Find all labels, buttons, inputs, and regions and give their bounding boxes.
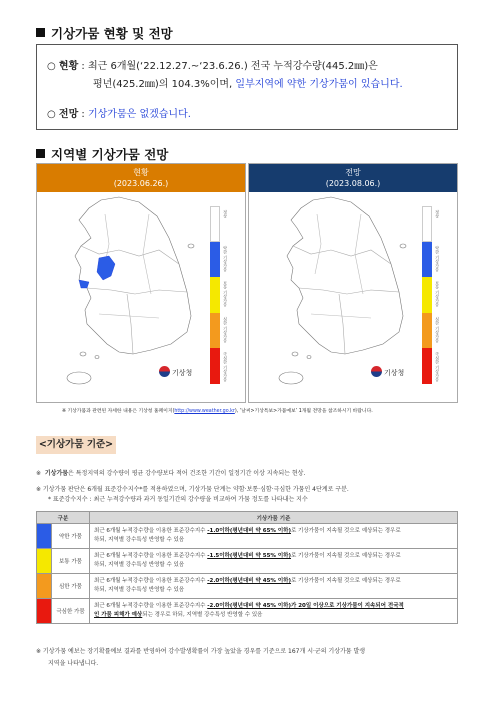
current-status-line: ○ 현황 : 최근 6개월(‘22.12.27.~‘23.6.26.) 전국 누적강수량(445.2㎜)은: [47, 61, 378, 72]
legend-label: 심한 기상가뭄: [435, 316, 440, 343]
homepage-note: ※ 기상가뭄과 관련된 자세한 내용은 기상청 홈페이지(http://www.weather.go.kr), ‘날씨>기상특보>가뭄예보’ 1개월 전망을 참조하시기 바랍니다.: [62, 409, 373, 414]
legend-label: 보통 기상가뭄: [435, 281, 440, 307]
legend-swatch: [210, 348, 220, 384]
legend-label: 보통 기상가뭄: [223, 281, 228, 307]
level-criteria: 최근 6개월 누적강수량을 이용한 표준강수지수 -2.0이하(평년대비 약 45% 이하)가 20일 이상으로 기상가뭄이 지속되어 전국적 인 가뭄 피해가 예상되는 경우로 하되, 지역별 강수특성 반영할 수 있음: [90, 599, 458, 624]
legend-swatch: [210, 277, 220, 313]
table-row: [37, 524, 458, 549]
legend-swatch: [422, 348, 432, 384]
drought-legend: [422, 206, 432, 384]
level-criteria: 최근 6개월 누적강수량을 이용한 표준강수지수 -1.5이하(평년대비 약 55% 이하)로 기상가뭄이 지속될 것으로 예상되는 경우로 하되, 지역별 강수특성 반영할 수 있음: [90, 549, 458, 574]
level-name: 극심한 가뭄: [52, 599, 90, 624]
legend-label: 정상: [435, 210, 440, 218]
legend-label: 정상: [223, 210, 228, 218]
legend-swatch: [210, 206, 220, 242]
kma-emblem-icon: [371, 366, 382, 377]
forecast-map-panel: [248, 163, 458, 403]
legend-label: 극심한 기상가뭄: [435, 352, 440, 382]
criteria-table: [36, 511, 458, 624]
legend-swatch: [422, 242, 432, 278]
table-row: [37, 599, 458, 624]
kma-homepage-link[interactable]: http://www.weather.go.kr: [174, 409, 235, 414]
legend-swatch: [210, 242, 220, 278]
legend-swatch: [210, 313, 220, 349]
kma-logo: 기상청: [371, 366, 404, 378]
forecast-map-header: 전망 (2023.08.06.): [249, 164, 457, 192]
legend-label: 극심한 기상가뭄: [223, 352, 228, 382]
level-name: 보통 가뭄: [52, 549, 90, 574]
level-name: 심한 가뭄: [52, 574, 90, 599]
section-title-regional: 지역별 기상가뭄 전망: [36, 145, 168, 163]
legend-label: 약한 기상가뭄: [223, 245, 228, 271]
current-map-header: 현황 (2023.06.26.): [37, 164, 245, 192]
section-title-status: 기상가뭄 현황 및 전망: [36, 24, 173, 42]
forecast-method-note: ※ 기상가뭄 예보는 장기확률예보 결과를 반영하여 강수발생확률이 가장 높았을 경우를 기준으로 167개 시·군의 기상가뭄 발생: [36, 648, 366, 655]
table-header-row: [37, 512, 458, 524]
current-map-panel: [36, 163, 246, 403]
criteria-title: <기상가뭄 기준>: [36, 436, 116, 454]
table-row: [37, 549, 458, 574]
forecast-map-body: [249, 192, 457, 402]
criteria-note-spi-definition: * 표준강수지수 : 최근 누적강수량과 과거 동일기간의 강수량을 비교하여 가뭄 정도를 나타내는 지수: [48, 496, 308, 503]
level-name: 약한 가뭄: [52, 524, 90, 549]
level-color-swatch: [37, 549, 52, 574]
kma-logo: 기상청: [159, 366, 192, 378]
forecast-method-note-cont: 지역을 나타냅니다.: [48, 660, 99, 667]
current-status-line2: 평년(425.2㎜)의 104.3%이며, 일부지역에 약한 기상가뭄이 있습니다.: [93, 79, 403, 90]
legend-label: 약한 기상가뭄: [435, 245, 440, 271]
legend-swatch: [422, 313, 432, 349]
level-criteria: 최근 6개월 누적강수량을 이용한 표준강수지수 -1.0이하(평년대비 약 65% 이하)로 기상가뭄이 지속될 것으로 예상되는 경우로 하되, 지역별 강수특성 반영할 수 있음: [90, 524, 458, 549]
square-bullet-icon: [36, 28, 45, 37]
level-color-swatch: [37, 574, 52, 599]
status-box: [36, 44, 458, 130]
drought-legend: [210, 206, 220, 384]
legend-swatch: [422, 277, 432, 313]
table-row: [37, 574, 458, 599]
level-color-swatch: [37, 599, 52, 624]
level-color-swatch: [37, 524, 52, 549]
current-map-body: [37, 192, 245, 402]
legend-label: 심한 기상가뭄: [223, 316, 228, 343]
criteria-note-spi: ※ 기상가뭄 판단은 6개월 표준강수지수*를 적용하였으며, 기상가뭄 단계는 약함·보통·심함·극심한 가뭄인 4단계로 구분.: [36, 486, 349, 493]
forecast-line: ○ 전망 : 기상가뭄은 없겠습니다.: [47, 109, 191, 120]
col-header-criteria: 기상가뭄 기준: [90, 512, 458, 524]
kma-emblem-icon: [159, 366, 170, 377]
level-criteria: 최근 6개월 누적강수량을 이용한 표준강수지수 -2.0이하(평년대비 약 45% 이하)로 기상가뭄이 지속될 것으로 예상되는 경우로 하되, 지역별 강수특성 반영할 수 있음: [90, 574, 458, 599]
square-bullet-icon: [36, 149, 45, 158]
col-header-category: 구분: [37, 512, 90, 524]
legend-swatch: [422, 206, 432, 242]
criteria-note-definition: ※ 기상가뭄은 특정지역의 강수량이 평균 강수량보다 적어 건조한 기간이 일정기간 이상 지속되는 현상.: [36, 470, 306, 477]
